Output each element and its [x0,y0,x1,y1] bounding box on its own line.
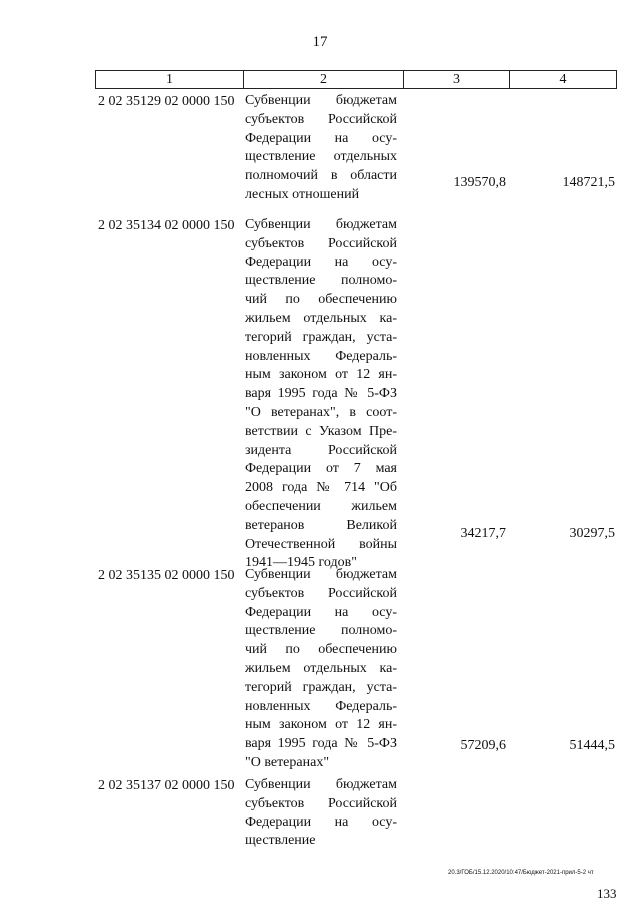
description-line: ным законом от 12 ян- [245,717,397,733]
description-line: полномочий в области [245,168,397,184]
description-line: ществление полномо- [245,273,397,289]
value-col-4: 51444,5 [569,738,615,753]
description-line: ществление отдельных [245,149,397,165]
description-line: Субвенции бюджетам [245,567,397,582]
budget-code: 2 02 35137 02 0000 150 [98,778,235,793]
header-col-2: 2 [244,71,404,88]
description-line: ветеранов Великой [245,517,397,533]
description-line: ным законом от 12 ян- [245,367,397,383]
description-line: Федерации на осу- [245,254,397,270]
description-line: новленных Федераль- [245,698,397,714]
description-line: новленных Федераль- [245,348,397,364]
table-header [95,70,617,89]
header-col-3: 3 [404,71,510,88]
description-line: Отечественной войны [245,536,397,552]
description-line: субъектов Российской [245,235,397,251]
row-description [245,216,397,573]
description-line: 1941—1945 годов" [245,555,357,571]
description-line: ществление полномо- [245,623,397,639]
budget-code: 2 02 35135 02 0000 150 [98,568,235,583]
page-number-top: 17 [312,34,328,50]
document-reference: 20.3/ГОБ/15.12.2020/10:47/Бюджет-2021-прил-5-2 чт [448,870,594,876]
description-line: Субвенции бюджетам [245,217,397,232]
row-description [245,566,397,773]
description-line: тегорий граждан, уста- [245,329,397,345]
description-line: субъектов Российской [245,795,397,811]
budget-code: 2 02 35134 02 0000 150 [98,218,235,233]
description-line: Федерации на осу- [245,814,397,830]
row-description [245,776,397,851]
description-line: варя 1995 года № 5-ФЗ [245,386,397,402]
value-col-3: 139570,8 [453,175,506,190]
budget-code: 2 02 35129 02 0000 150 [98,94,235,109]
description-line: Федерации от 7 мая [245,461,397,477]
description-line: Субвенции бюджетам [245,777,397,792]
description-line: ществление [245,833,316,849]
description-line: "О ветеранах" [245,754,330,770]
value-col-3: 34217,7 [460,526,506,541]
description-line: чий по обеспечению [245,642,397,658]
value-col-4: 30297,5 [569,526,615,541]
description-line: чий по обеспечению [245,292,397,308]
description-line: варя 1995 года № 5-ФЗ [245,736,397,752]
description-line: лесных отношений [245,186,360,202]
description-line: "О ветеранах", в соот- [245,404,397,420]
row-description [245,92,397,205]
header-col-1: 1 [96,71,244,88]
description-line: зидента Российской [245,442,397,458]
description-line: обеспечении жильем [245,498,397,514]
value-col-3: 57209,6 [460,738,506,753]
description-line: субъектов Российской [245,111,397,127]
description-line: Федерации на осу- [245,604,397,620]
description-line: ветствии с Указом Пре- [245,423,397,439]
value-col-4: 148721,5 [562,175,615,190]
description-line: Федерации на осу- [245,130,397,146]
description-line: субъектов Российской [245,585,397,601]
description-line: 2008 года № 714 "Об [245,480,397,496]
header-col-4: 4 [559,72,567,87]
description-line: жильем отдельных ка- [245,310,397,326]
description-line: тегорий граждан, уста- [245,679,397,695]
description-line: жильем отдельных ка- [245,660,397,676]
description-line: Субвенции бюджетам [245,93,397,108]
page-number-bottom: 133 [597,886,617,901]
